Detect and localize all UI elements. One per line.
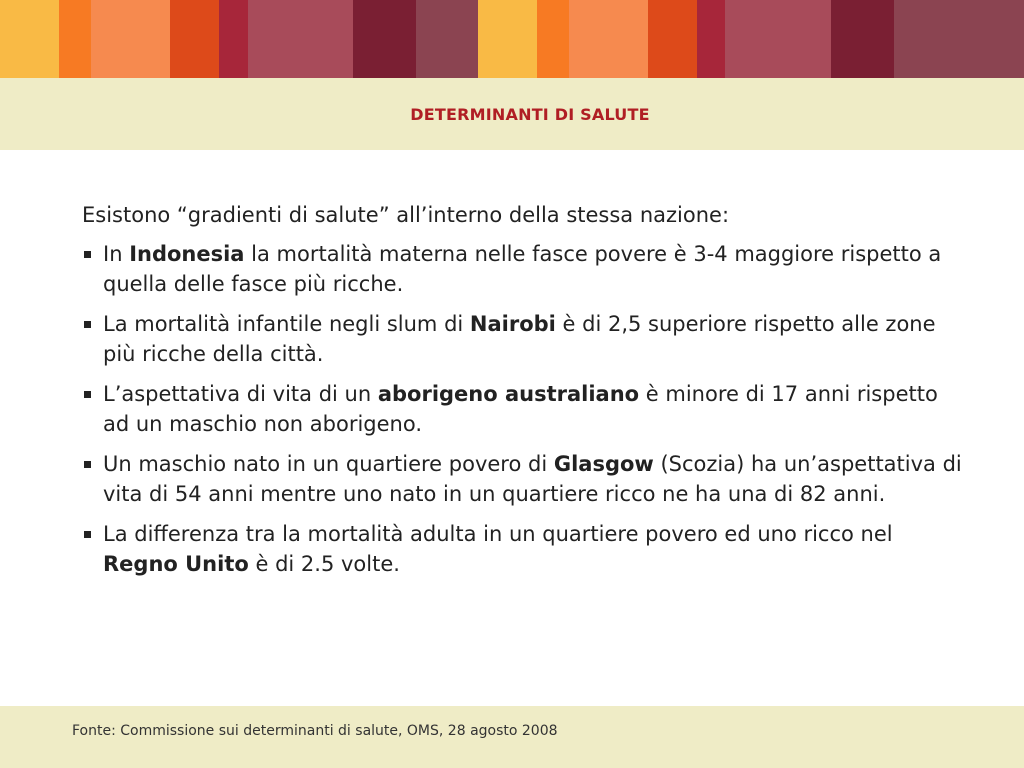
stripe-segment <box>648 0 697 78</box>
square-bullet-icon <box>84 531 91 538</box>
stripe-segment <box>416 0 478 78</box>
bullet-text-after: la mortalità materna nelle fasce povere è 3-4 maggiore rispetto a quella delle fasce più ricche. <box>103 242 942 296</box>
bullet-item-aborigeno <box>82 379 962 439</box>
slide-content <box>82 200 962 589</box>
stripe-segment <box>569 0 648 78</box>
bullet-text-bold: Nairobi <box>469 312 556 336</box>
bullet-item-regno-unito <box>82 519 962 579</box>
square-bullet-icon <box>84 321 91 328</box>
square-bullet-icon <box>84 391 91 398</box>
bullet-item-glasgow <box>82 449 962 509</box>
stripe-segment <box>725 0 831 78</box>
stripe-segment <box>248 0 354 78</box>
stripe-segment <box>537 0 569 78</box>
square-bullet-icon <box>84 251 91 258</box>
stripe-segment <box>894 0 1024 78</box>
title-band <box>0 78 1024 150</box>
stripe-segment <box>478 0 537 78</box>
stripe-segment <box>697 0 725 78</box>
bullet-text-before: Un maschio nato in un quartiere povero di <box>103 452 554 476</box>
footer-band <box>0 706 1024 768</box>
decorative-stripe-bar <box>0 0 1024 78</box>
bullet-text-before: La mortalità infantile negli slum di <box>103 312 470 336</box>
bullet-text-bold: Indonesia <box>129 242 245 266</box>
stripe-segment <box>59 0 91 78</box>
bullet-text-after: è di 2,5 superiore rispetto alle zone più ricche della città. <box>103 312 936 366</box>
bullet-text-after: (Scozia) ha un’aspettativa di vita di 54 anni mentre uno nato in un quartiere ricco ne ha una di 82 anni. <box>103 452 962 506</box>
bullet-item-indonesia <box>82 239 962 299</box>
bullet-text-after: è di 2.5 volte. <box>248 552 400 576</box>
bullet-item-nairobi <box>82 309 962 369</box>
stripe-segment <box>353 0 415 78</box>
stripe-segment <box>0 0 59 78</box>
bullet-text-bold: Regno Unito <box>103 552 249 576</box>
bullet-text-before: La differenza tra la mortalità adulta in un quartiere povero ed uno ricco nel <box>103 522 893 546</box>
bullet-text-bold: aborigeno australiano <box>377 382 640 406</box>
page-title: DETERMINANTI DI SALUTE <box>410 104 650 124</box>
square-bullet-icon <box>84 461 91 468</box>
stripe-segment <box>219 0 247 78</box>
bullet-text-bold: Glasgow <box>553 452 654 476</box>
stripe-segment <box>91 0 170 78</box>
bullet-text-before: L’aspettativa di vita di un <box>103 382 378 406</box>
source-citation: Fonte: Commissione sui determinanti di salute, OMS, 28 agosto 2008 <box>72 723 558 739</box>
bullet-text-after: è minore di 17 anni rispetto ad un maschio non aborigeno. <box>103 382 938 436</box>
intro-text: Esistono “gradienti di salute” all’interno della stessa nazione: <box>82 203 730 227</box>
bullet-text-before: In <box>103 242 130 266</box>
bullet-list <box>82 239 962 579</box>
stripe-segment <box>170 0 219 78</box>
stripe-segment <box>831 0 893 78</box>
